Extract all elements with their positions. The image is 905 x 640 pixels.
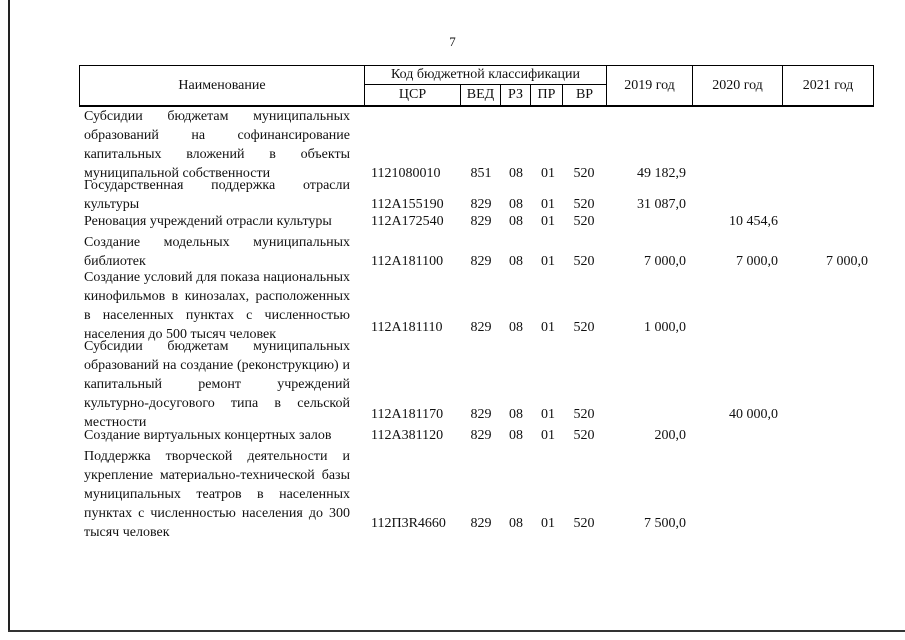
row-name: Создание условий для показа национальных кинофильмов в кинозалах, расположенных в населенных пунктах с численностью населения до 500 тысяч человек — [84, 270, 350, 342]
header-name: Наименование — [79, 65, 365, 107]
row-ved: 851 — [470, 166, 492, 181]
header-pr: ПР — [531, 85, 563, 107]
row-rz: 08 — [509, 166, 523, 181]
table-row — [0, 176, 905, 214]
row-name: Субсидии бюджетам муниципальных образований на создание (реконструкцию) и капитальный ремонт учреждений культурно-досугового типа в сельской местности — [84, 339, 350, 430]
row-rz: 08 — [509, 320, 523, 335]
row-2019: 7 000,0 — [644, 254, 686, 269]
row-pr: 01 — [541, 320, 555, 335]
row-vr: 520 — [573, 254, 595, 269]
row-rz: 08 — [509, 197, 523, 212]
row-pr: 01 — [541, 254, 555, 269]
row-pr: 01 — [541, 407, 555, 422]
row-vr: 520 — [573, 428, 595, 443]
row-pr: 01 — [541, 197, 555, 212]
table-row — [0, 337, 905, 433]
row-vr: 520 — [573, 166, 595, 181]
table-row — [0, 268, 905, 344]
row-vr: 520 — [573, 197, 595, 212]
row-ved: 829 — [470, 254, 492, 269]
row-rz: 08 — [509, 214, 523, 229]
row-2020: 10 454,6 — [729, 214, 778, 229]
row-ved: 829 — [470, 320, 492, 335]
row-vr: 520 — [573, 320, 595, 335]
row-pr: 01 — [541, 516, 555, 531]
row-csr: 112A181170 — [371, 407, 444, 422]
row-name: Реновация учреждений отрасли культуры — [84, 214, 332, 229]
header-vr: ВР — [563, 85, 607, 107]
row-ved: 829 — [470, 197, 492, 212]
row-2020: 7 000,0 — [736, 254, 778, 269]
row-2021: 7 000,0 — [826, 254, 868, 269]
row-pr: 01 — [541, 214, 555, 229]
row-csr: 112A172540 — [371, 214, 444, 229]
row-csr: 112A181110 — [371, 320, 443, 335]
row-ved: 829 — [470, 428, 492, 443]
row-csr: 112A381120 — [371, 428, 444, 443]
row-pr: 01 — [541, 166, 555, 181]
table-row — [0, 107, 905, 183]
scan-bottom-edge — [8, 630, 905, 632]
row-name: Создание виртуальных концертных залов — [84, 428, 332, 443]
row-rz: 08 — [509, 516, 523, 531]
header-csr: ЦСР — [365, 85, 461, 107]
row-vr: 520 — [573, 214, 595, 229]
row-rz: 08 — [509, 428, 523, 443]
header-budget-code: Код бюджетной классификации — [365, 65, 607, 85]
row-vr: 520 — [573, 407, 595, 422]
table-row — [0, 212, 905, 231]
row-ved: 829 — [470, 214, 492, 229]
row-2019: 200,0 — [654, 428, 686, 443]
row-name: Государственная поддержка отрасли культуры — [84, 178, 350, 212]
table-row — [0, 233, 905, 271]
row-2019: 1 000,0 — [644, 320, 686, 335]
row-csr: 112A155190 — [371, 197, 444, 212]
row-name: Создание модельных муниципальных библиотек — [84, 235, 350, 269]
row-2019: 7 500,0 — [644, 516, 686, 531]
row-csr: 112A181100 — [371, 254, 444, 269]
header-rz: РЗ — [501, 85, 531, 107]
header-2020: 2020 год — [693, 65, 783, 107]
row-ved: 829 — [470, 516, 492, 531]
row-name: Субсидии бюджетам муниципальных образований на софинансирование капитальных вложений в объекты муниципальной собственности — [84, 109, 350, 181]
header-ved: ВЕД — [461, 85, 501, 107]
row-name: Поддержка творческой деятельности и укрепление материально-технической базы муниципальных театров в населенных пунктах с численностью населения до 300 тысяч человек — [84, 449, 350, 540]
header-2021: 2021 год — [783, 65, 874, 107]
row-2019: 49 182,9 — [637, 166, 686, 181]
row-rz: 08 — [509, 407, 523, 422]
row-ved: 829 — [470, 407, 492, 422]
page-number: 7 — [449, 34, 456, 49]
row-2019: 31 087,0 — [637, 197, 686, 212]
header-2019: 2019 год — [607, 65, 693, 107]
table-row — [0, 447, 905, 542]
row-2020: 40 000,0 — [729, 407, 778, 422]
row-csr: 112П3R4660 — [371, 516, 446, 531]
row-vr: 520 — [573, 516, 595, 531]
row-csr: 1121080010 — [371, 166, 441, 181]
row-rz: 08 — [509, 254, 523, 269]
row-pr: 01 — [541, 428, 555, 443]
table-row — [0, 426, 905, 445]
